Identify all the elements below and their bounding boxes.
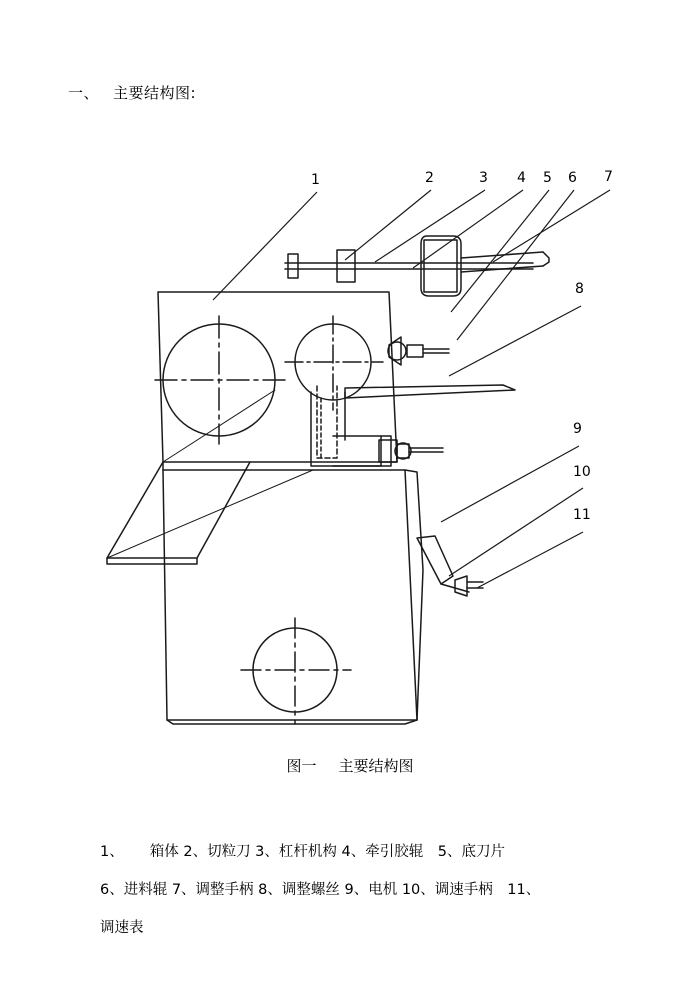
callout-7: 7 <box>604 169 613 185</box>
legend-text: 6、进料辊 7、调整手柄 8、调整螺丝 9、电机 10、调速手柄 11、 <box>100 882 541 898</box>
feed-table <box>107 462 250 558</box>
leader-7 <box>493 190 610 262</box>
leader-10 <box>449 488 583 576</box>
callout-3: 3 <box>479 170 488 186</box>
callout-4: 4 <box>517 170 526 186</box>
leader-11 <box>477 532 583 588</box>
heading-number: 一、 <box>68 84 100 102</box>
leader-3 <box>375 190 485 262</box>
figure-caption <box>0 755 700 776</box>
legend-line <box>100 909 620 947</box>
traction-arm <box>345 385 515 398</box>
leader-1 <box>213 192 317 300</box>
leader-9 <box>441 446 579 522</box>
legend-line <box>100 833 620 871</box>
legend-text: 调速表 <box>100 920 144 936</box>
figure-caption-label: 图一 <box>286 757 317 775</box>
figure-caption-text: 主要结构图 <box>338 757 414 775</box>
machine-structure-drawing <box>45 140 665 760</box>
parts-legend <box>100 833 620 947</box>
callout-5: 5 <box>543 170 552 186</box>
speed-handle-knob <box>455 576 467 596</box>
callout-11: 11 <box>573 507 591 523</box>
leader-8 <box>449 306 581 376</box>
lever-bracket <box>317 386 337 458</box>
legend-lead: 1、 <box>100 844 124 860</box>
callout-1: 1 <box>311 172 320 188</box>
callout-6: 6 <box>568 170 577 186</box>
section-heading <box>68 82 196 103</box>
heading-text: 主要结构图: <box>113 84 197 102</box>
callout-9: 9 <box>573 421 582 437</box>
leader-5 <box>451 190 549 312</box>
callout-8: 8 <box>575 281 584 297</box>
callout-2: 2 <box>425 170 434 186</box>
leader-6 <box>457 190 574 340</box>
shaft-collar-left <box>288 254 298 278</box>
callout-leader-lines <box>213 190 610 588</box>
handle-tip <box>543 252 549 266</box>
leader-2 <box>345 190 431 260</box>
callout-10: 10 <box>573 464 591 480</box>
legend-text: 箱体 2、切粒刀 3、杠杆机构 4、牵引胶辊 5、底刀片 <box>149 844 505 860</box>
machine-lower-cabinet <box>163 470 417 720</box>
machine-structure-figure <box>45 140 665 760</box>
legend-line <box>100 871 620 909</box>
